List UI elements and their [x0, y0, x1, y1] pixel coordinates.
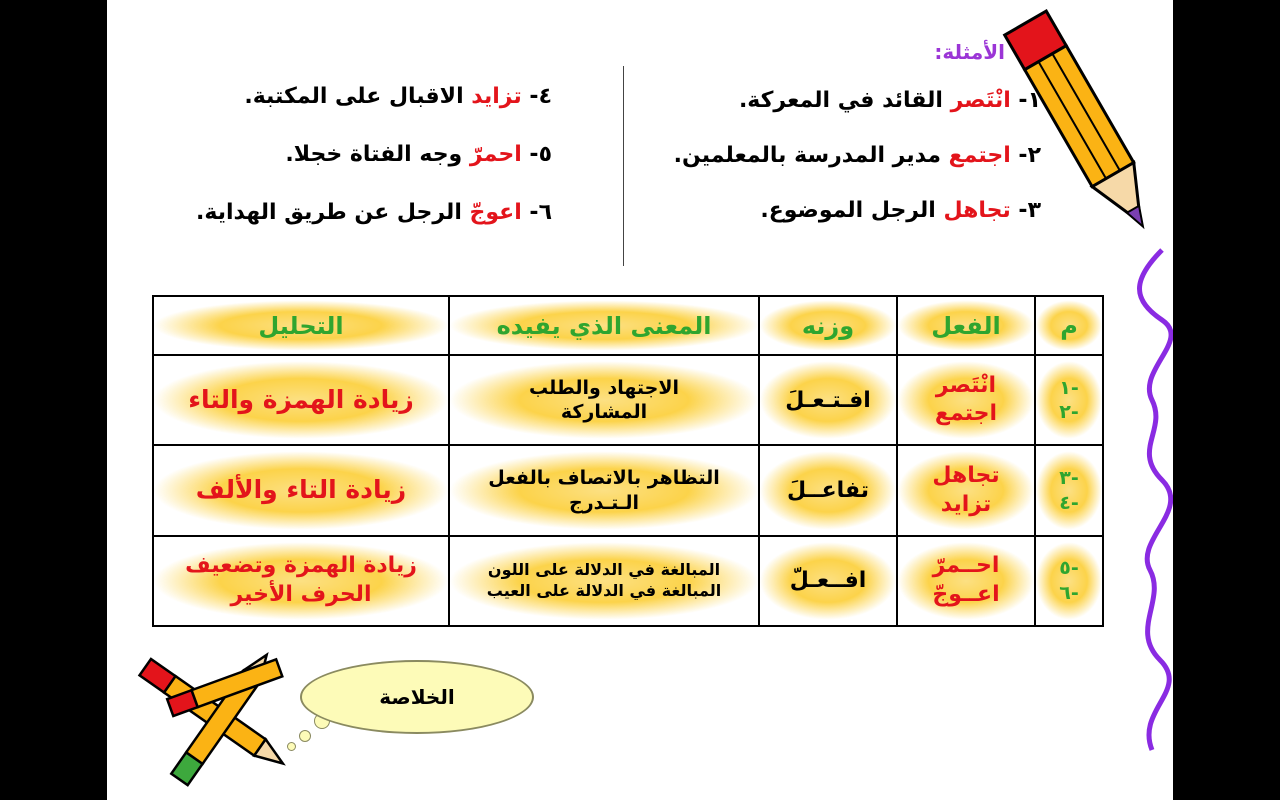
row-verb: اعــوجّ	[932, 581, 1000, 607]
analysis-line: زيادة التاء والألف	[195, 475, 407, 505]
row-meaning	[449, 355, 759, 445]
analysis-table	[152, 295, 1104, 627]
example-number: ٦-	[529, 200, 552, 225]
analysis-line: الحرف الأخير	[230, 581, 372, 607]
row-verbs	[897, 355, 1035, 445]
example-1	[739, 88, 1041, 113]
thought-dot	[287, 742, 296, 751]
table-row	[153, 355, 1103, 445]
slide	[107, 0, 1173, 800]
row-number: -١	[1059, 376, 1079, 399]
row-pattern: افـتـعـلَ	[759, 355, 897, 445]
example-text: الاقبال على المكتبة.	[244, 84, 472, 109]
row-meaning	[449, 445, 759, 535]
example-text: القائد في المعركة.	[738, 88, 951, 113]
example-verb: اجتمع	[948, 143, 1011, 168]
row-number: -٦	[1059, 581, 1079, 604]
row-numbers	[1035, 536, 1103, 626]
example-5	[285, 142, 552, 167]
meaning-line: التظاهر بالاتصاف بالفعل	[488, 466, 720, 489]
row-pattern: افــعـلّ	[759, 536, 897, 626]
meaning-line: المبالغة في الدلالة على اللون	[487, 560, 721, 580]
example-2	[674, 143, 1041, 168]
row-verb: اجتمع	[934, 401, 998, 427]
analysis-line: زيادة الهمزة وتضعيف	[185, 553, 417, 579]
row-verb: انْتَصر	[935, 372, 997, 398]
example-verb: اعوجّ	[469, 200, 522, 225]
row-number: -٣	[1059, 466, 1079, 489]
summary-bubble[interactable]	[300, 660, 534, 734]
meaning-line: الـتـدرج	[569, 491, 639, 514]
row-number: -٢	[1059, 401, 1079, 424]
row-verbs	[897, 445, 1035, 535]
row-verbs	[897, 536, 1035, 626]
row-verb: احــمرّ	[932, 553, 1000, 579]
example-verb: تجاهل	[943, 198, 1011, 223]
row-analysis	[153, 536, 449, 626]
thought-dot	[299, 730, 311, 742]
row-pattern: تفاعــلَ	[759, 445, 897, 535]
summary-label: الخلاصة	[379, 685, 455, 709]
row-number: -٥	[1059, 557, 1079, 580]
examples-title: الأمثلة:	[934, 40, 1005, 64]
example-4	[244, 84, 552, 109]
header-meaning: المعنى الذي يفيده	[449, 296, 759, 355]
table-header-row	[153, 296, 1103, 355]
table-row	[153, 536, 1103, 626]
row-numbers	[1035, 355, 1103, 445]
row-numbers	[1035, 445, 1103, 535]
row-analysis	[153, 445, 449, 535]
row-analysis	[153, 355, 449, 445]
header-index: م	[1035, 296, 1103, 355]
header-verb: الفعل	[897, 296, 1035, 355]
example-number: ٣-	[1018, 198, 1041, 223]
example-text: الرجل الموضوع.	[760, 198, 944, 223]
row-meaning	[449, 536, 759, 626]
row-verb: تجاهل	[932, 462, 1000, 488]
wavy-border-decoration	[1122, 240, 1173, 760]
example-verb: تزايد	[471, 84, 522, 109]
analysis-line: زيادة الهمزة والتاء	[188, 385, 414, 415]
example-text: وجه الفتاة خجلا.	[285, 142, 470, 167]
example-number: ٤-	[529, 84, 552, 109]
crossed-pencils-icon	[107, 645, 317, 795]
example-verb: احمرّ	[469, 142, 522, 167]
example-3	[760, 198, 1041, 223]
meaning-line: المشاركة	[560, 401, 648, 424]
header-analysis: التحليل	[153, 296, 449, 355]
row-number: -٤	[1059, 491, 1079, 514]
meaning-line: المبالغة في الدلالة على العيب	[486, 580, 722, 600]
table-row	[153, 445, 1103, 535]
example-text: الرجل عن طريق الهداية.	[196, 200, 470, 225]
example-number: ١-	[1018, 88, 1041, 113]
example-verb: انْتَصر	[950, 88, 1011, 113]
row-verb: تزايد	[940, 491, 992, 517]
example-number: ٢-	[1018, 143, 1041, 168]
header-pattern: وزنه	[759, 296, 897, 355]
column-divider	[623, 66, 624, 266]
meaning-line: الاجتهاد والطلب	[529, 376, 679, 399]
example-text: مدير المدرسة بالمعلمين.	[673, 143, 949, 168]
example-6	[196, 200, 552, 225]
example-number: ٥-	[529, 142, 552, 167]
